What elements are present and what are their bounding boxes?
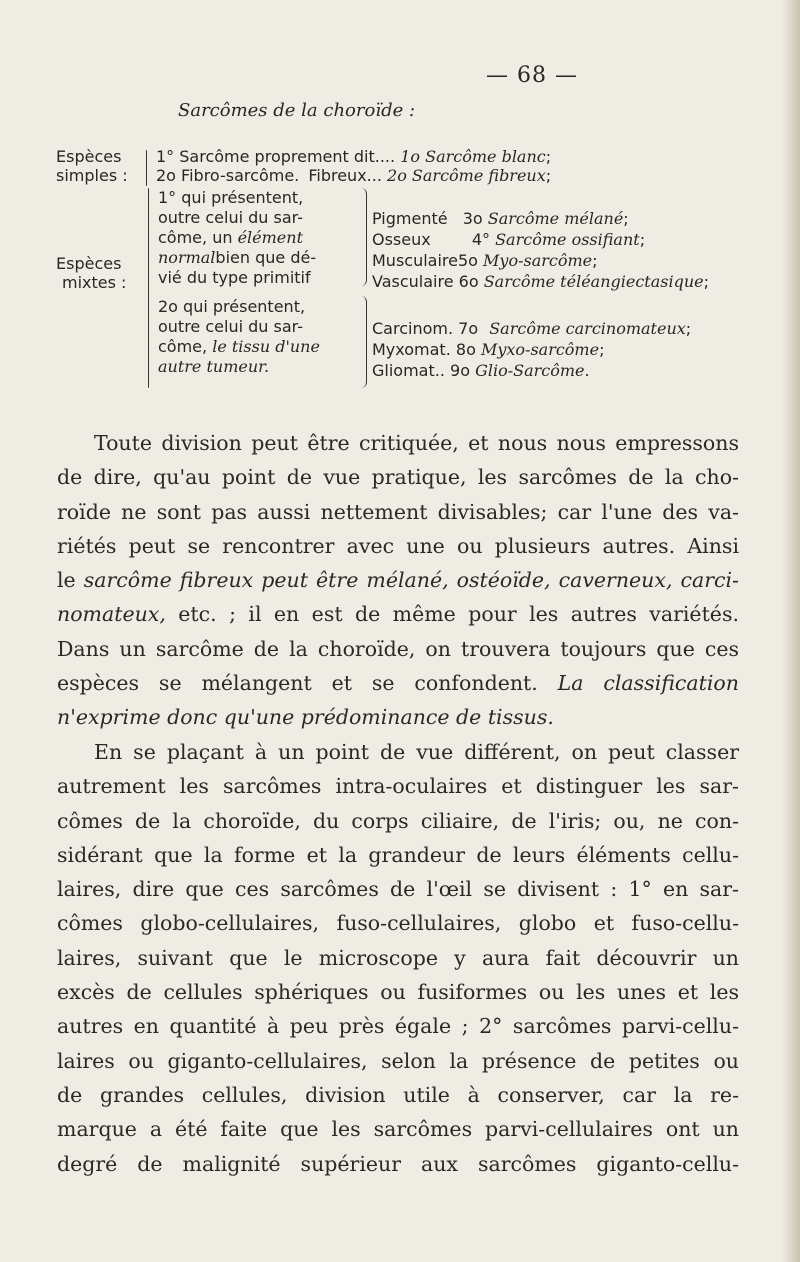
mixed-label: Espèces mixtes : [56,254,127,292]
mixed-group-1-desc: 1° qui présentent, outre celui du sar- côme, un élément normalbien que dé- vié du type primitif [158,188,317,287]
mixed-type-row: Myxomat. 8o Myxo-sarcôme; [372,340,605,359]
simple-row-2: 2o Fibro-sarcôme. Fibreux... 2o Sarcôme fibreux; [156,166,552,185]
section-title: Sarcômes de la choroïde : [178,100,416,121]
simple-row-1: 1° Sarcôme proprement dit.... 1o Sarcôme blanc; [156,147,552,166]
brace [146,150,147,186]
simple-label: Espèces simples : [56,147,128,185]
mixed-group-2-types [372,318,691,381]
mixed-type-row: Pigmenté 3o Sarcôme mélané; [372,209,629,228]
mixed-type-row: Carcinom. 7o Sarcôme carcinomateux; [372,319,692,338]
mixed-type-row: Vasculaire 6o Sarcôme téléangiectasique; [372,272,709,291]
body-paragraph-2: En se plaçant à un point de vue différent, on peut classer autrement les sarcômes intra-oculaires et distinguer les sar- cômes de la choroïde, du corps ciliaire, de l'iris; ou, ne con- sidérant que la forme et la grandeur de leurs éléments cellu- laires, dire que ces sarcômes de l'œil se divisent : 1° en sar- cômes globo-cellulaires, fuso-cellulaires, globo et fuso-cellu- laires, suivant que le microscope y aura fait découvrir un excès de cellules sphériques ou fusiformes ou les unes et les autres en quantité à peu près égale ; 2° sarcômes parvi-cellu- laires ou giganto-cellulaires, selon la présence de petites ou de grandes cellules, division utile à conserver, car la re- marque a été faite que les sarcômes parvi-cellulaires ont un degré de malignité supérieur aux sarcômes giganto-cellu- [57,740,739,1176]
mixed-group-1-types [372,208,709,292]
body-paragraph-1: Toute division peut être critiquée, et nous nous empressons de dire, qu'au point de vue pratique, les sarcômes de la cho- roïde ne sont pas aussi nettement divisables; car l'une des va- riétés peut se rencontrer avec une ou plusieurs autres. Ainsi le sarcôme fibreux peut être mélané, ostéoïde, caverneux, carci- nomateux, etc. ; il en est de même pour les autres variétés. Dans un sarcôme de la choroïde, on trouvera toujours que ces espèces se mélangent et se confondent. La classification n'exprime donc qu'une prédominance de tissus. [57,431,739,730]
mixed-type-row: Gliomat.. 9o Glio-Sarcôme. [372,361,590,380]
page-number: — 68 — [486,63,578,88]
page-edge [782,0,800,1262]
brace [148,188,149,388]
mixed-type-row: Musculaire5o Myo-sarcôme; [372,251,598,270]
brace [358,296,367,388]
mixed-type-row: Osseux 4° Sarcôme ossifiant; [372,230,646,249]
mixed-group-2-desc: 2o qui présentent, outre celui du sar- côme, le tissu d'une autre tumeur. [158,297,320,376]
brace [358,188,367,286]
